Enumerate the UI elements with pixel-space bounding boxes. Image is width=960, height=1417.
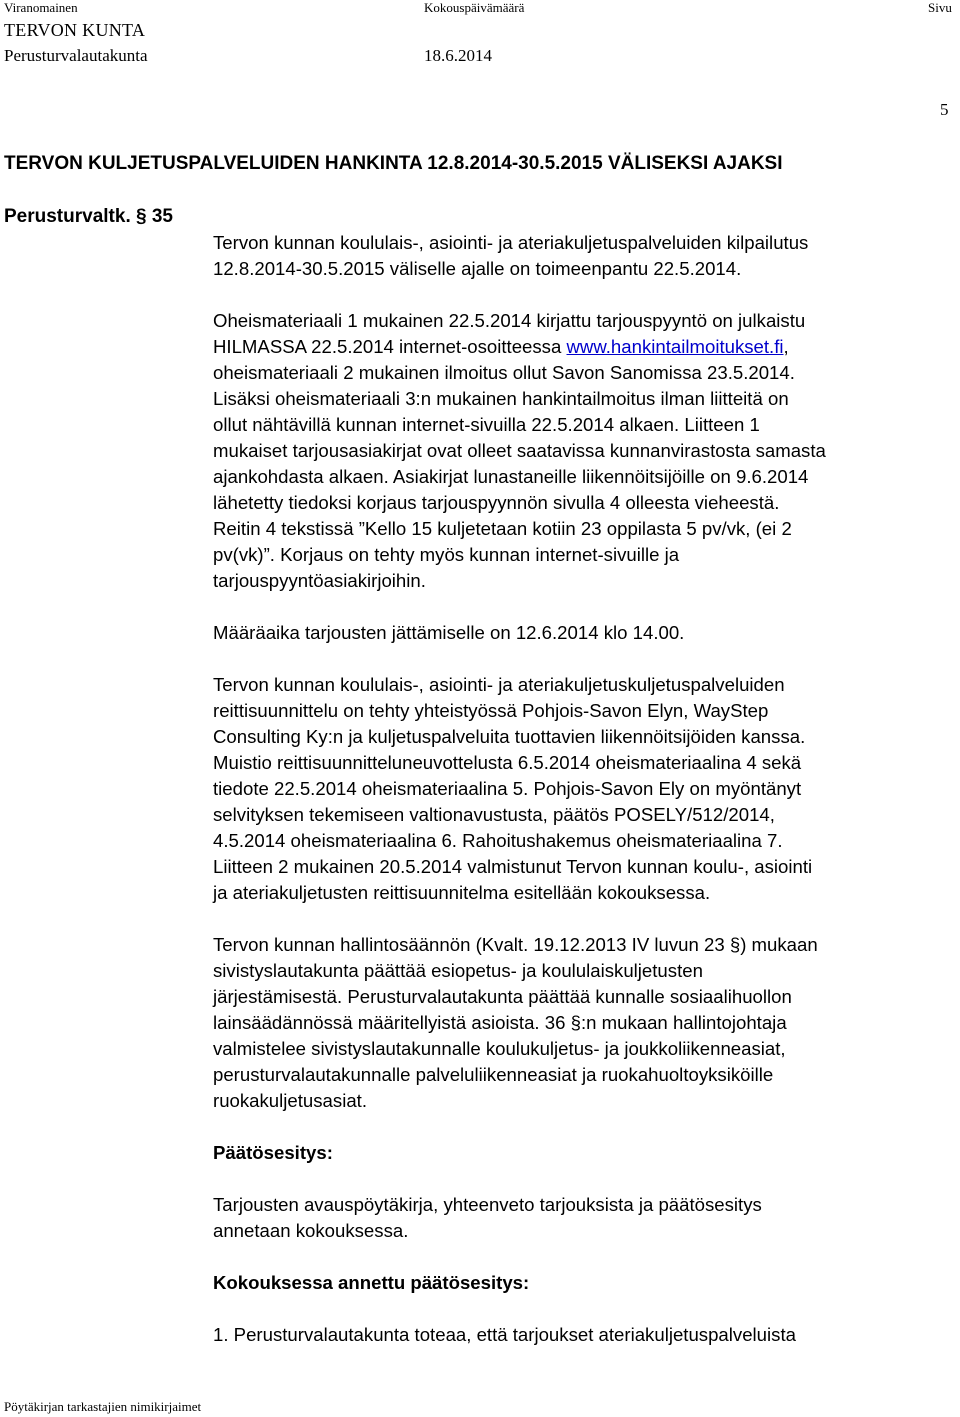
para2-line: oheismateriaali 2 mukainen ilmoitus ollut Savon Sanomissa 23.5.2014. [213, 362, 795, 383]
hankintailmoitukset-link[interactable]: www.hankintailmoitukset.fi [566, 336, 784, 357]
section-title: TERVON KULJETUSPALVELUIDEN HANKINTA 12.8.2014-30.5.2015 VÄLISEKSI AJAKSI [4, 153, 783, 174]
para2-comma: , [783, 336, 789, 357]
para4-line: ruokakuljetusasiat. [213, 1090, 367, 1111]
para4-line: Tervon kunnan hallintosäännön (Kvalt. 19.12.2013 IV luvun 23 §) mukaan [213, 934, 818, 955]
para3-line: Muistio reittisuunnitteluneuvottelusta 6.5.2014 oheismateriaalina 4 sekä [213, 752, 802, 773]
header-col3-label: Sivu [928, 0, 952, 15]
proposal-line: Tarjousten avauspöytäkirja, yhteenveto tarjouksista ja päätösesitys [213, 1194, 762, 1215]
proposal-line: annetaan kokouksessa. [213, 1220, 409, 1241]
header-col1-label: Viranomainen [4, 0, 78, 15]
para2-line-text: HILMASSA 22.5.2014 internet-osoitteessa [213, 336, 567, 357]
para2-line: Oheismateriaali 1 mukainen 22.5.2014 kirjattu tarjouspyyntö on julkaistu [213, 310, 806, 331]
para4-line: järjestämisestä. Perusturvalautakunta päättää kunnalle sosiaalihuollon [213, 986, 792, 1007]
para2-line: tarjouspyyntöasiakirjoihin. [213, 570, 426, 591]
org-name: TERVON KUNTA [4, 20, 146, 40]
para2-line: mukaiset tarjousasiakirjat ovat olleet saatavissa kunnanvirastosta samasta [213, 440, 826, 461]
para3-line: tiedote 22.5.2014 oheismateriaalina 5. Pohjois-Savon Ely on myöntänyt [213, 778, 802, 799]
para2-line: Lisäksi oheismateriaali 3:n mukainen hankintailmoitus ilman liitteitä on [213, 388, 789, 409]
para1 [213, 230, 808, 282]
para1-line: Tervon kunnan koululais-, asiointi- ja ateriakuljetuspalveluiden kilpailutus [213, 232, 809, 253]
para2-line: lähetetty tiedoksi korjaus tarjouspyynnön sivulla 4 olleesta vieheestä. [213, 492, 780, 513]
para4-line: valmistelee sivistyslautakunnalle koulukuljetus- ja joukkoliikenneasiat, [213, 1038, 786, 1059]
para4-line: perusturvalautakunnalle palveluliikenneasiat ja ruokahuoltoyksiköille [213, 1064, 774, 1085]
section-ref: Perusturvaltk. § 35 [4, 206, 173, 227]
para3 [213, 672, 812, 906]
para3-line: reittisuunnittelu on tehty yhteistyössä Pohjois-Savon Elyn, WayStep [213, 700, 769, 721]
para4-line: sivistyslautakunta päättää esiopetus- ja koululaiskuljetusten [213, 960, 703, 981]
meeting-date: 18.6.2014 [424, 46, 492, 65]
board-name: Perusturvalautakunta [4, 46, 148, 65]
para3-line: 4.5.2014 oheismateriaalina 6. Rahoitushakemus oheismateriaalina 7. [213, 830, 783, 851]
proposal-heading: Päätösesitys: [213, 1142, 333, 1163]
header-col2-label: Kokouspäivämäärä [424, 0, 525, 15]
para2-line: ajankohdasta alkaen. Asiakirjat lunastaneille liikennöitsijöille on 9.6.2014 [213, 466, 809, 487]
para3-line: selvityksen tekemiseen valtionavustusta, päätös POSELY/512/2014, [213, 804, 775, 825]
given-heading: Kokouksessa annettu päätösesitys: [213, 1272, 530, 1293]
para3-line: ja ateriakuljetusten reittisuunnitelma esitellään kokouksessa. [213, 882, 711, 903]
para2-line-with-link [213, 334, 826, 360]
para2-line: pv(vk)”. Korjaus on tehty myös kunnan internet-sivuille ja [213, 544, 680, 565]
page-number: 5 [940, 100, 949, 119]
para2-line: Reitin 4 tekstissä ”Kello 15 kuljetetaan kotiin 23 oppilasta 5 pv/vk, (ei 2 [213, 518, 792, 539]
para4 [213, 932, 818, 1114]
para4-line: lainsäädännössä määritellyistä asioista. 36 §:n mukaan hallintojohtaja [213, 1012, 787, 1033]
given-item: 1. Perusturvalautakunta toteaa, että tarjoukset ateriakuljetuspalveluista [213, 1324, 796, 1345]
para3-line: Tervon kunnan koululais-, asiointi- ja ateriakuljetuskuljetuspalveluiden [213, 674, 785, 695]
footer-signature-label: Pöytäkirjan tarkastajien nimikirjaimet [4, 1399, 202, 1414]
proposal [213, 1192, 762, 1244]
deadline: Määräaika tarjousten jättämiselle on 12.6.2014 klo 14.00. [213, 622, 685, 643]
para3-line: Liitteen 2 mukainen 20.5.2014 valmistunut Tervon kunnan koulu-, asiointi [213, 856, 813, 877]
para3-line: Consulting Ky:n ja kuljetuspalveluita tuottavien liikennöitsijöiden kanssa. [213, 726, 806, 747]
para2 [213, 308, 826, 594]
para2-line: ollut nähtävillä kunnan internet-sivuilla 22.5.2014 alkaen. Liitteen 1 [213, 414, 760, 435]
para1-line: 12.8.2014-30.5.2015 väliselle ajalle on toimeenpantu 22.5.2014. [213, 258, 742, 279]
